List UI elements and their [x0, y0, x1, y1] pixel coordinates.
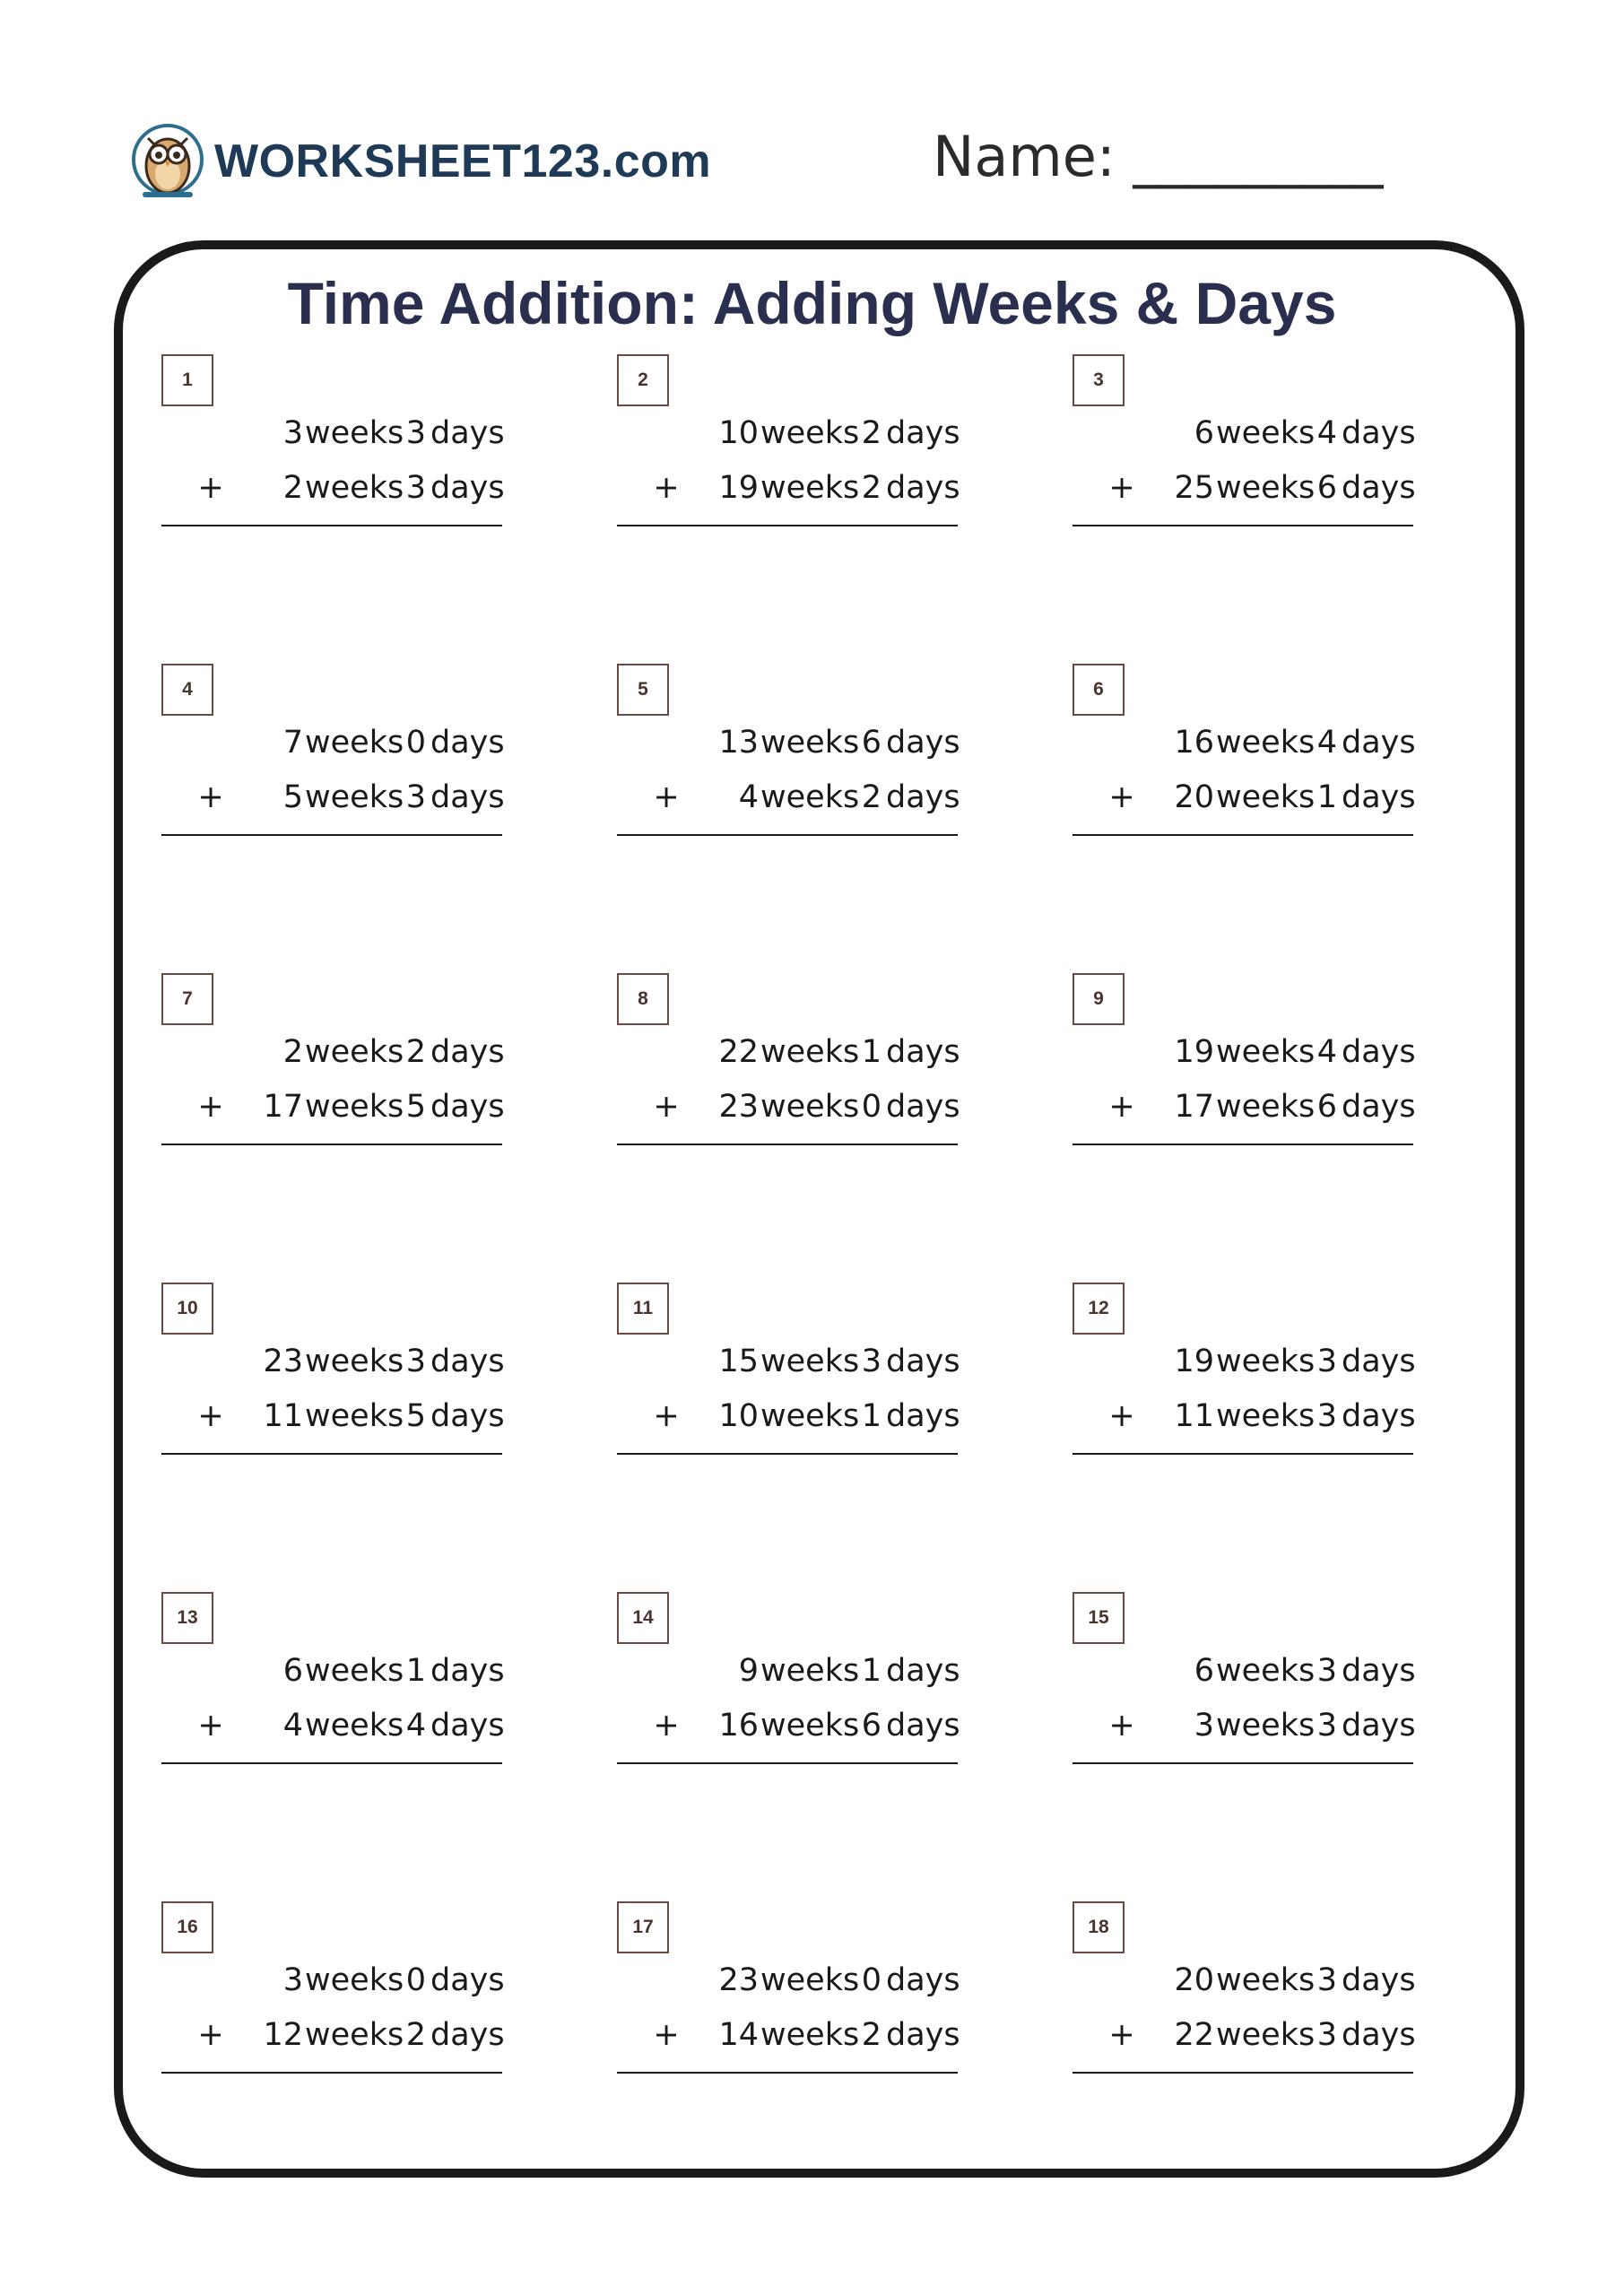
days-unit: days — [1342, 1962, 1416, 1998]
days-value: 2 — [861, 470, 881, 506]
days-unit: days — [430, 2017, 505, 2053]
answer-line — [617, 1144, 958, 1145]
weeks-value: 11 — [263, 1398, 303, 1434]
plus-sign: + — [1108, 779, 1135, 815]
weeks-unit: weeks — [1216, 1344, 1316, 1379]
days-unit: days — [1342, 1708, 1416, 1744]
days-value: 1 — [861, 1653, 881, 1689]
days-unit: days — [430, 1962, 505, 1998]
addend-row-1 — [161, 725, 505, 770]
addend-row-2 — [1073, 1708, 1416, 1752]
weeks-value: 17 — [263, 1089, 303, 1125]
addend-row-2 — [617, 1708, 958, 1752]
weeks-value: 19 — [1174, 1034, 1214, 1070]
days-unit: days — [886, 2017, 960, 2053]
plus-sign: + — [653, 1398, 680, 1434]
problem-15 — [1073, 1592, 1416, 1771]
weeks-unit: weeks — [760, 470, 860, 506]
problem-number: 15 — [1073, 1592, 1125, 1644]
addend-row-2 — [617, 1089, 958, 1134]
problem-number: 5 — [617, 664, 669, 716]
addend-row-2 — [617, 2017, 958, 2062]
days-value: 1 — [861, 1034, 881, 1070]
weeks-unit: weeks — [1216, 2017, 1316, 2053]
days-unit: days — [430, 1344, 505, 1379]
addend-row-1 — [617, 1034, 958, 1079]
days-value: 6 — [861, 1708, 881, 1744]
days-unit: days — [1342, 1398, 1416, 1434]
weeks-unit: weeks — [1216, 1962, 1316, 1998]
days-value: 1 — [405, 1653, 426, 1689]
addend-row-1 — [617, 1653, 958, 1698]
addend-row-2 — [161, 1708, 505, 1752]
weeks-value: 3 — [1194, 1708, 1214, 1744]
problem-number: 6 — [1073, 664, 1125, 716]
addend-row-1 — [617, 1962, 958, 2007]
answer-line — [161, 1762, 502, 1764]
problem-number: 14 — [617, 1592, 669, 1644]
addend-row-1 — [1073, 1344, 1416, 1388]
addend-row-1 — [1073, 1034, 1416, 1079]
answer-line — [161, 834, 502, 836]
weeks-value: 17 — [1174, 1089, 1214, 1125]
addend-row-1 — [617, 1344, 958, 1388]
days-value: 3 — [405, 779, 426, 815]
name-field[interactable]: Name: _________ — [933, 124, 1384, 189]
answer-line — [161, 1144, 502, 1145]
weeks-value: 15 — [718, 1344, 759, 1379]
addend-row-2 — [617, 779, 958, 824]
answer-line — [617, 834, 958, 836]
weeks-unit: weeks — [1216, 1653, 1316, 1689]
weeks-value: 25 — [1174, 470, 1214, 506]
problem-6 — [1073, 664, 1416, 843]
plus-sign: + — [653, 2017, 680, 2053]
addend-row-1 — [161, 1034, 505, 1079]
days-value: 3 — [1316, 1653, 1337, 1689]
addend-row-2 — [1073, 1089, 1416, 1134]
addend-row-2 — [161, 2017, 505, 2062]
days-unit: days — [1342, 1089, 1416, 1125]
weeks-value: 5 — [282, 779, 303, 815]
plus-sign: + — [197, 1089, 224, 1125]
days-value: 5 — [405, 1398, 426, 1434]
days-value: 3 — [1316, 2017, 1337, 2053]
days-value: 3 — [405, 1344, 426, 1379]
site-logo — [130, 117, 711, 206]
weeks-value: 4 — [282, 1708, 303, 1744]
weeks-unit: weeks — [760, 1708, 860, 1744]
days-unit: days — [1342, 2017, 1416, 2053]
problem-number: 9 — [1073, 973, 1125, 1025]
problem-4 — [161, 664, 505, 843]
weeks-unit: weeks — [760, 1034, 860, 1070]
weeks-unit: weeks — [1216, 415, 1316, 451]
weeks-value: 6 — [1194, 1653, 1214, 1689]
problem-number: 17 — [617, 1901, 669, 1953]
days-unit: days — [1342, 1034, 1416, 1070]
days-unit: days — [1342, 415, 1416, 451]
weeks-unit: weeks — [760, 415, 860, 451]
weeks-value: 23 — [718, 1962, 759, 1998]
plus-sign: + — [197, 2017, 224, 2053]
weeks-unit: weeks — [305, 1962, 404, 1998]
weeks-unit: weeks — [305, 1708, 404, 1744]
problem-number: 12 — [1073, 1283, 1125, 1335]
days-value: 2 — [861, 2017, 881, 2053]
days-unit: days — [1342, 725, 1416, 761]
weeks-unit: weeks — [1216, 725, 1316, 761]
addend-row-1 — [1073, 1962, 1416, 2007]
answer-line — [1073, 1762, 1413, 1764]
problem-number: 4 — [161, 664, 213, 716]
days-value: 6 — [1316, 1089, 1337, 1125]
page-title: Time Addition: Adding Weeks & Days — [287, 270, 1337, 336]
days-value: 5 — [405, 1089, 426, 1125]
days-unit: days — [430, 725, 505, 761]
problem-1 — [161, 354, 505, 534]
plus-sign: + — [1108, 1398, 1135, 1434]
days-value: 4 — [405, 1708, 426, 1744]
weeks-unit: weeks — [305, 779, 404, 815]
weeks-value: 7 — [282, 725, 303, 761]
problem-number: 13 — [161, 1592, 213, 1644]
answer-line — [161, 525, 502, 526]
weeks-unit: weeks — [305, 1089, 404, 1125]
days-value: 3 — [1316, 1708, 1337, 1744]
problem-13 — [161, 1592, 505, 1771]
days-unit: days — [886, 1034, 960, 1070]
days-value: 2 — [405, 2017, 426, 2053]
answer-line — [161, 1453, 502, 1455]
days-value: 0 — [861, 1962, 881, 1998]
plus-sign: + — [1108, 1089, 1135, 1125]
days-value: 0 — [405, 725, 426, 761]
weeks-value: 19 — [1174, 1344, 1214, 1379]
weeks-unit: weeks — [1216, 470, 1316, 506]
days-value: 6 — [861, 725, 881, 761]
weeks-value: 16 — [1174, 725, 1214, 761]
weeks-value: 2 — [282, 470, 303, 506]
problem-number: 11 — [617, 1283, 669, 1335]
weeks-value: 2 — [282, 1034, 303, 1070]
plus-sign: + — [653, 1089, 680, 1125]
days-unit: days — [886, 1653, 960, 1689]
weeks-unit: weeks — [760, 1653, 860, 1689]
days-value: 1 — [861, 1398, 881, 1434]
plus-sign: + — [197, 1708, 224, 1744]
days-unit: days — [1342, 1344, 1416, 1379]
problem-5 — [617, 664, 958, 843]
weeks-unit: weeks — [305, 415, 404, 451]
answer-line — [617, 2072, 958, 2074]
weeks-value: 20 — [1174, 1962, 1214, 1998]
problem-number: 8 — [617, 973, 669, 1025]
days-value: 2 — [861, 779, 881, 815]
weeks-unit: weeks — [1216, 1089, 1316, 1125]
weeks-value: 14 — [718, 2017, 759, 2053]
plus-sign: + — [653, 779, 680, 815]
answer-line — [1073, 1453, 1413, 1455]
answer-line — [161, 2072, 502, 2074]
weeks-unit: weeks — [305, 1653, 404, 1689]
problem-17 — [617, 1901, 958, 2081]
addend-row-2 — [161, 1398, 505, 1443]
days-unit: days — [430, 1398, 505, 1434]
weeks-unit: weeks — [760, 725, 860, 761]
addend-row-1 — [1073, 415, 1416, 460]
days-unit: days — [886, 725, 960, 761]
weeks-unit: weeks — [305, 470, 404, 506]
addend-row-2 — [1073, 470, 1416, 515]
problem-14 — [617, 1592, 958, 1771]
weeks-unit: weeks — [305, 1398, 404, 1434]
weeks-value: 6 — [282, 1653, 303, 1689]
days-value: 4 — [1316, 725, 1337, 761]
weeks-value: 22 — [718, 1034, 759, 1070]
answer-line — [617, 1453, 958, 1455]
weeks-unit: weeks — [760, 1398, 860, 1434]
days-unit: days — [430, 779, 505, 815]
problem-number: 3 — [1073, 354, 1125, 406]
addend-row-1 — [161, 1653, 505, 1698]
weeks-value: 3 — [282, 1962, 303, 1998]
addend-row-2 — [161, 779, 505, 824]
addend-row-2 — [161, 470, 505, 515]
addend-row-2 — [617, 470, 958, 515]
days-unit: days — [430, 470, 505, 506]
problem-9 — [1073, 973, 1416, 1152]
weeks-unit: weeks — [760, 1344, 860, 1379]
problem-12 — [1073, 1283, 1416, 1462]
weeks-unit: weeks — [1216, 1398, 1316, 1434]
problem-8 — [617, 973, 958, 1152]
days-unit: days — [886, 779, 960, 815]
weeks-unit: weeks — [1216, 1034, 1316, 1070]
days-value: 3 — [405, 415, 426, 451]
problem-2 — [617, 354, 958, 534]
plus-sign: + — [1108, 1708, 1135, 1744]
addend-row-2 — [617, 1398, 958, 1443]
weeks-value: 23 — [718, 1089, 759, 1125]
days-unit: days — [430, 415, 505, 451]
days-unit: days — [1342, 779, 1416, 815]
problem-16 — [161, 1901, 505, 2081]
weeks-value: 20 — [1174, 779, 1214, 815]
weeks-unit: weeks — [305, 2017, 404, 2053]
weeks-unit: weeks — [305, 725, 404, 761]
plus-sign: + — [197, 470, 224, 506]
answer-line — [1073, 834, 1413, 836]
weeks-unit: weeks — [760, 1962, 860, 1998]
problem-10 — [161, 1283, 505, 1462]
weeks-unit: weeks — [1216, 1708, 1316, 1744]
weeks-unit: weeks — [305, 1344, 404, 1379]
days-unit: days — [1342, 1653, 1416, 1689]
problem-number: 18 — [1073, 1901, 1125, 1953]
answer-line — [1073, 2072, 1413, 2074]
days-unit: days — [886, 1962, 960, 1998]
days-unit: days — [430, 1708, 505, 1744]
answer-line — [1073, 525, 1413, 526]
weeks-unit: weeks — [305, 1034, 404, 1070]
weeks-unit: weeks — [760, 1089, 860, 1125]
days-unit: days — [886, 1398, 960, 1434]
weeks-unit: weeks — [1216, 779, 1316, 815]
problem-number: 1 — [161, 354, 213, 406]
days-unit: days — [430, 1089, 505, 1125]
plus-sign: + — [197, 779, 224, 815]
days-value: 6 — [1316, 470, 1337, 506]
days-value: 4 — [1316, 415, 1337, 451]
weeks-unit: weeks — [760, 779, 860, 815]
weeks-unit: weeks — [760, 2017, 860, 2053]
days-value: 3 — [1316, 1962, 1337, 1998]
problem-7 — [161, 973, 505, 1152]
addend-row-1 — [1073, 1653, 1416, 1698]
days-unit: days — [886, 1708, 960, 1744]
weeks-value: 12 — [263, 2017, 303, 2053]
problem-number: 7 — [161, 973, 213, 1025]
addend-row-1 — [161, 1962, 505, 2007]
weeks-value: 13 — [718, 725, 759, 761]
answer-line — [1073, 1144, 1413, 1145]
days-value: 2 — [861, 415, 881, 451]
weeks-value: 10 — [718, 1398, 759, 1434]
days-unit: days — [430, 1034, 505, 1070]
weeks-value: 10 — [718, 415, 759, 451]
addend-row-2 — [1073, 779, 1416, 824]
days-value: 3 — [405, 470, 426, 506]
owl-icon — [130, 117, 213, 206]
days-value: 1 — [1316, 779, 1337, 815]
weeks-value: 23 — [263, 1344, 303, 1379]
addend-row-1 — [617, 725, 958, 770]
addend-row-1 — [161, 1344, 505, 1388]
problem-number: 16 — [161, 1901, 213, 1953]
weeks-value: 4 — [738, 779, 759, 815]
days-unit: days — [886, 1344, 960, 1379]
days-value: 0 — [861, 1089, 881, 1125]
plus-sign: + — [197, 1398, 224, 1434]
plus-sign: + — [653, 470, 680, 506]
weeks-value: 6 — [1194, 415, 1214, 451]
days-unit: days — [886, 415, 960, 451]
addend-row-2 — [1073, 1398, 1416, 1443]
weeks-value: 9 — [738, 1653, 759, 1689]
problem-11 — [617, 1283, 958, 1462]
weeks-value: 11 — [1174, 1398, 1214, 1434]
problem-number: 10 — [161, 1283, 213, 1335]
days-unit: days — [430, 1653, 505, 1689]
days-value: 4 — [1316, 1034, 1337, 1070]
days-unit: days — [886, 1089, 960, 1125]
weeks-value: 19 — [718, 470, 759, 506]
weeks-value: 22 — [1174, 2017, 1214, 2053]
days-value: 3 — [1316, 1398, 1337, 1434]
addend-row-1 — [617, 415, 958, 460]
weeks-value: 16 — [718, 1708, 759, 1744]
days-value: 3 — [1316, 1344, 1337, 1379]
days-value: 3 — [861, 1344, 881, 1379]
plus-sign: + — [1108, 470, 1135, 506]
addend-row-1 — [1073, 725, 1416, 770]
days-value: 2 — [405, 1034, 426, 1070]
problem-3 — [1073, 354, 1416, 534]
addend-row-2 — [1073, 2017, 1416, 2062]
addend-row-2 — [161, 1089, 505, 1134]
addend-row-1 — [161, 415, 505, 460]
days-value: 0 — [405, 1962, 426, 1998]
plus-sign: + — [653, 1708, 680, 1744]
weeks-value: 3 — [282, 415, 303, 451]
days-unit: days — [886, 470, 960, 506]
answer-line — [617, 1762, 958, 1764]
answer-line — [617, 525, 958, 526]
days-unit: days — [1342, 470, 1416, 506]
plus-sign: + — [1108, 2017, 1135, 2053]
problem-18 — [1073, 1901, 1416, 2081]
logo-text: WORKSHEET123.com — [214, 135, 712, 187]
problem-number: 2 — [617, 354, 669, 406]
